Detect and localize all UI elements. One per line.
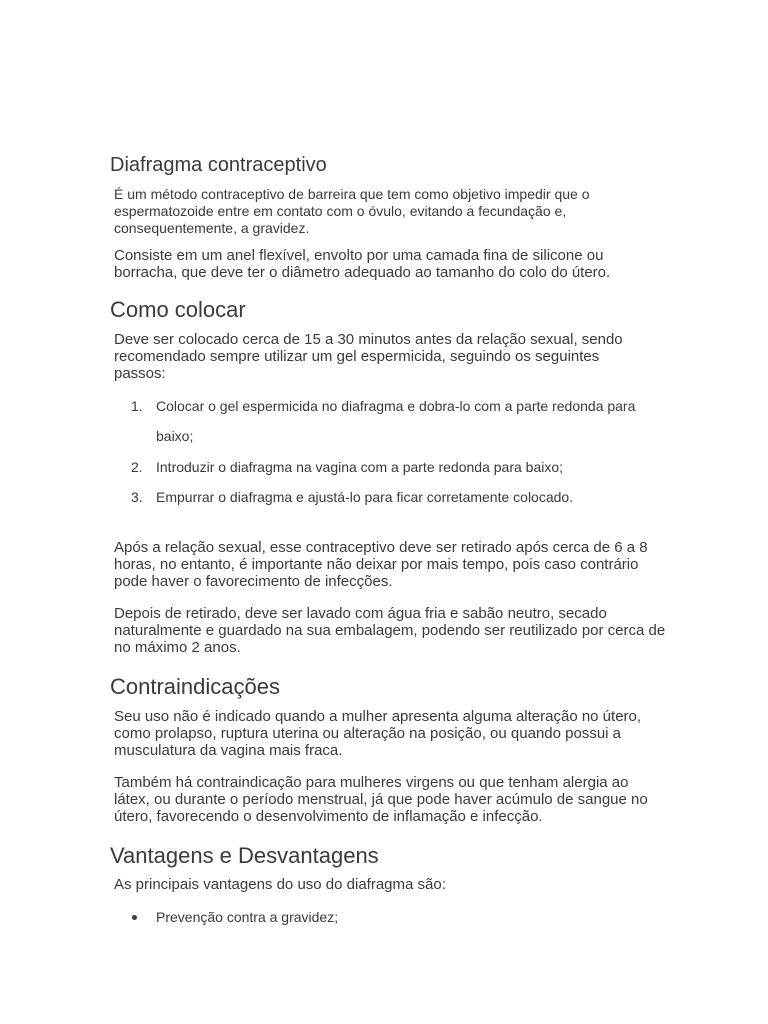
heading-como-colocar: Como colocar [110,297,246,322]
list-number: 2. [131,459,143,475]
list-item-text-continuation: baixo; [156,428,194,444]
paragraph-apos-relacao: Após a relação sexual, esse contraceptivo deve ser retirado após cerca de 6 a 8 horas, no entanto, é importante não deixar por mais tempo, pois caso contrário pode haver o favorecimento de infecções. [114,539,648,590]
list-item-text: Introduzir o diafragma na vagina com a parte redonda para baixo; [156,459,564,475]
title-diafragma: Diafragma contraceptivo [110,154,327,176]
bullet-icon [132,915,137,920]
paragraph-limpeza: Depois de retirado, deve ser lavado com água fria e sabão neutro, secado naturalmente e guardado na sua embalagem, podendo ser reutilizado por cerca de no máximo 2 anos. [114,605,666,656]
paragraph-contraindicacoes-1: Seu uso não é indicado quando a mulher apresenta alguma alteração no útero, como prolapso, ruptura uterina ou alteração na posição, ou quando possui a musculatura da vagina mais fraca. [114,708,642,759]
paragraph-como-colocar-intro: Deve ser colocado cerca de 15 a 30 minutos antes da relação sexual, sendo recomendado sempre utilizar um gel espermicida, seguindo os seguintes passos: [114,331,623,382]
paragraph-definition: É um método contraceptivo de barreira que tem como objetivo impedir que o espermatozoide entre em contato com o óvulo, evitando a fecundação e, consequentemente, a gravidez. [114,186,590,236]
heading-vantagens: Vantagens e Desvantagens [110,843,379,868]
list-item-text: Prevenção contra a gravidez; [156,909,339,925]
list-item-text: Empurrar o diafragma e ajustá-lo para ficar corretamente colocado. [156,489,574,505]
paragraph-description: Consiste em um anel flexível, envolto por uma camada fina de silicone ou borracha, que deve ter o diâmetro adequado ao tamanho do colo do útero. [114,247,611,281]
list-number: 1. [131,398,143,414]
list-item-text: Colocar o gel espermicida no diafragma e dobra-lo com a parte redonda para [156,398,636,414]
heading-contraindicacoes: Contraindicações [110,674,280,699]
paragraph-contraindicacoes-2: Também há contraindicação para mulheres virgens ou que tenham alergia ao látex, ou durante o período menstrual, já que pode haver acúmulo de sangue no útero, favorecendo o desenvolvimento de inflamação e infecção. [114,774,648,825]
paragraph-vantagens-intro: As principais vantagens do uso do diafragma são: [114,876,446,893]
list-number: 3. [131,489,143,505]
